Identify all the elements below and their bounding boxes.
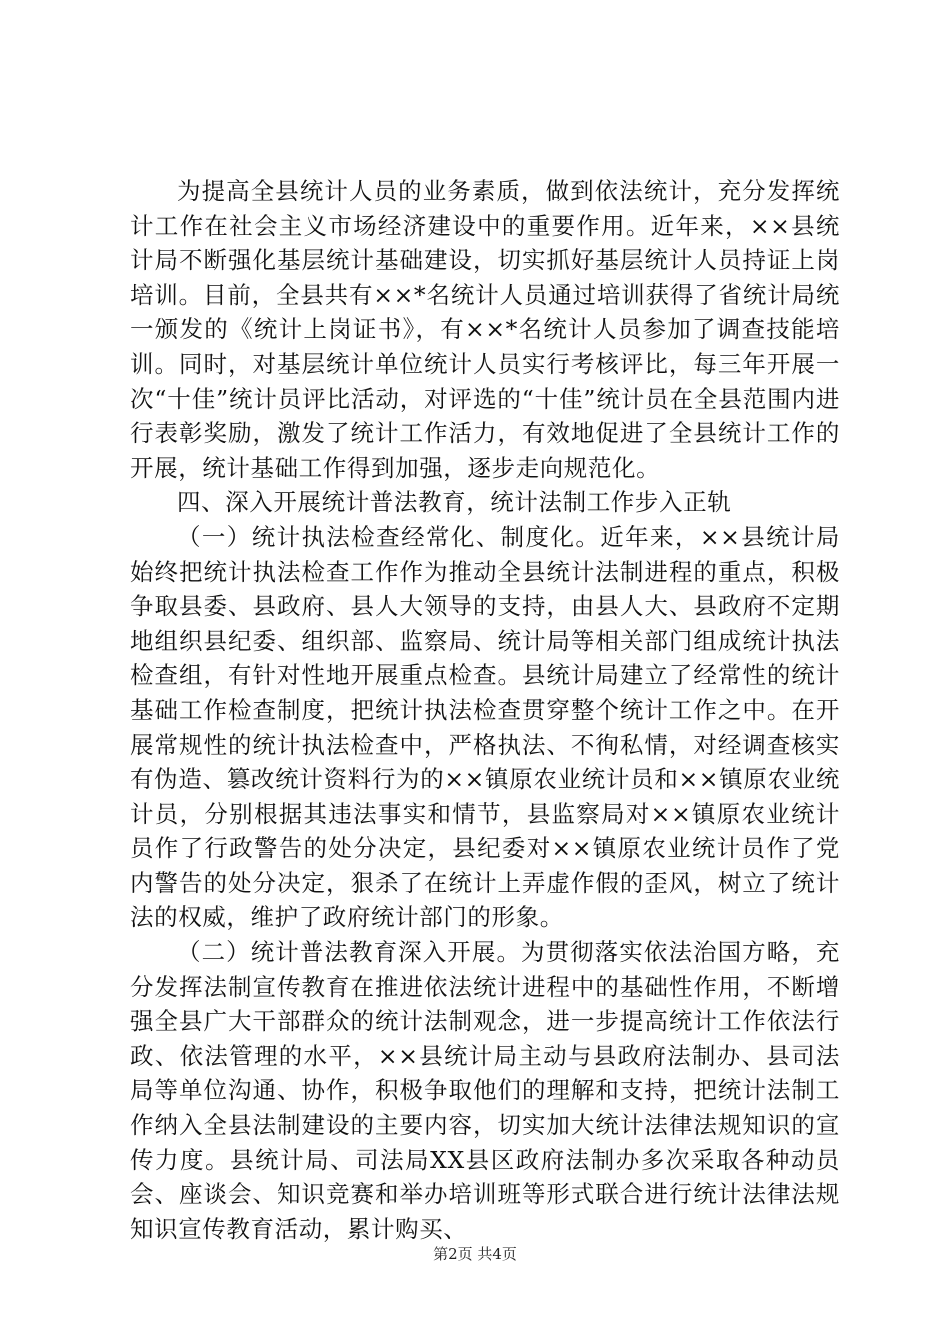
section-heading-legal-education: 四、深入开展统计普法教育，统计法制工作步入正轨 — [177, 488, 732, 517]
document-body — [130, 174, 840, 1246]
paragraph-law-enforcement-inspection: （一）统计执法检查经常化、制度化。近年来，××县统计局始终把统计执法检查工作作为推动全县统计法制进程的重点，积极争取县委、县政府、县人大领导的支持，由县人大、县政府不定期地组织县纪委、组织部、监察局、统计局等相关部门组成统计执法检查组，有针对性地开展重点检查。县统计局建立了经常性的统计基础工作检查制度，把统计执法检查贯穿整个统计工作之中。在开展常规性的统计执法检查中，严格执法、不徇私情，对经调查核实有伪造、篡改统计资料行为的××镇原农业统计员和××镇原农业统计员，分别根据其违法事实和情节，县监察局对××镇原农业统计员作了行政警告的处分决定，县纪委对××镇原农业统计员作了党内警告的处分决定，狠杀了在统计上弄虚作假的歪风，树立了统计法的权威，维护了政府统计部门的形象。 — [130, 522, 840, 932]
page-number-footer: 第2页 共4页 — [433, 1245, 517, 1263]
paragraph-legal-education: （二）统计普法教育深入开展。为贯彻落实依法治国方略，充分发挥法制宣传教育在推进依法统计进程中的基础性作用，不断增强全县广大干部群众的统计法制观念，进一步提高统计工作依法行政、依法管理的水平，××县统计局主动与县政府法制办、县司法局等单位沟通、协作，积极争取他们的理解和支持，把统计法制工作纳入全县法制建设的主要内容，切实加大统计法律法规知识的宣传力度。县统计局、司法局XX县区政府法制办多次采取各种动员会、座谈会、知识竞赛和举办培训班等形式联合进行统计法律法规知识宣传教育活动，累计购买、 — [130, 938, 840, 1243]
paragraph-statistics-training: 为提高全县统计人员的业务素质，做到依法统计，充分发挥统计工作在社会主义市场经济建设中的重要作用。近年来，××县统计局不断强化基层统计基础建设，切实抓好基层统计人员持证上岗培训。目前，全县共有××*名统计人员通过培训获得了省统计局统一颁发的《统计上岗证书》，有××*名统计人员参加了调查技能培训。同时，对基层统计单位统计人员实行考核评比，每三年开展一次“十佳”统计员评比活动，对评选的“十佳”统计员在全县范围内进行表彰奖励，激发了统计工作活力，有效地促进了全县统计工作的开展，统计基础工作得到加强，逐步走向规范化。 — [130, 177, 840, 482]
